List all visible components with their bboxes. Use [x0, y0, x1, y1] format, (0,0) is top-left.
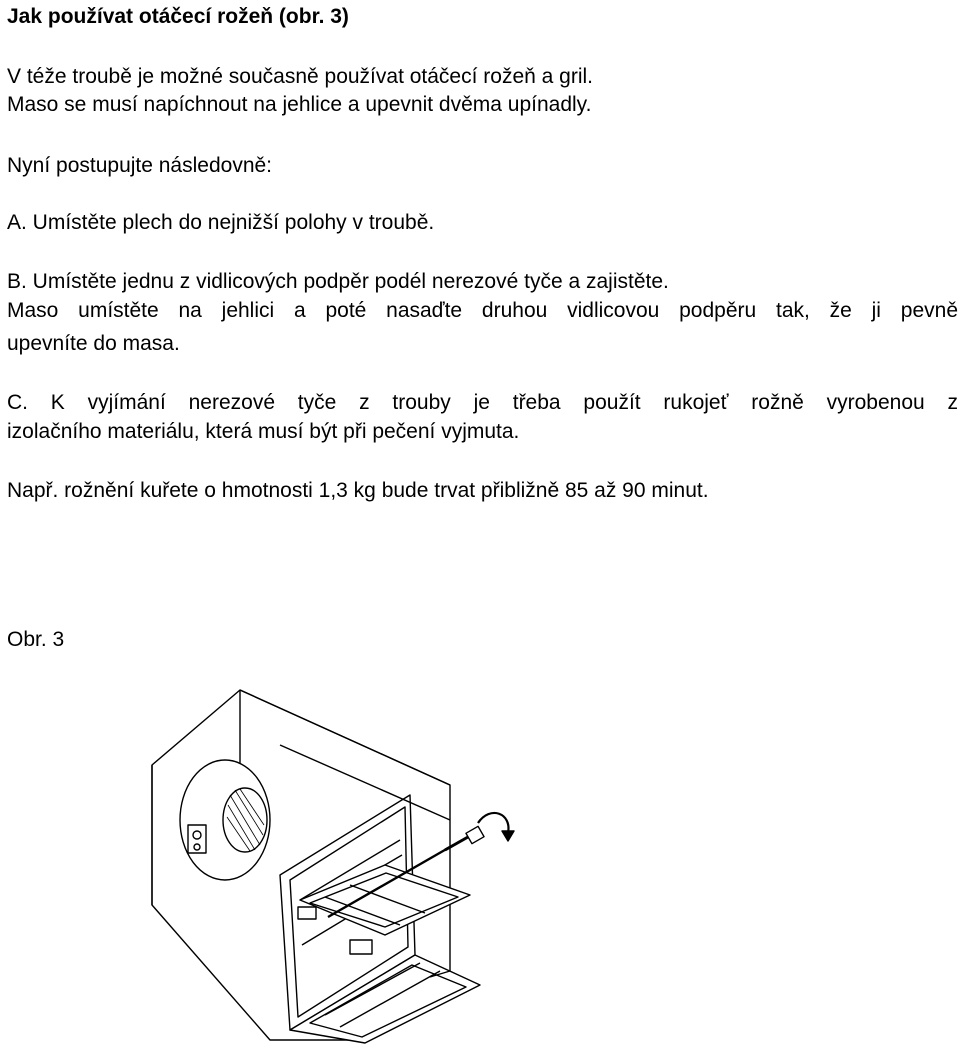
step-b-line-1: B. Umístěte jednu z vidlicových podpěr podél nerezové tyče a zajistěte. [7, 270, 669, 293]
intro-line-2: Maso se musí napíchnout na jehlice a upevnit dvěma upínadly. [7, 93, 592, 116]
step-b-line-3: upevníte do masa. [7, 332, 180, 355]
intro-line-1: V téže troubě je možné současně používat otáčecí rožeň a gril. [7, 65, 594, 88]
step-c-line-1: C. K vyjímání nerezové tyče z trouby je třeba použít rukojeť rožně vyrobenou z [7, 391, 958, 414]
step-c-line-2: izolačního materiálu, která musí být při pečení vyjmuta. [7, 420, 520, 443]
page-title: Jak používat otáčecí rožeň (obr. 3) [7, 5, 349, 28]
figure-caption: Obr. 3 [7, 628, 65, 651]
oven-rotisserie-illustration-icon [150, 685, 530, 1045]
step-a: A. Umístěte plech do nejnižší polohy v troubě. [7, 211, 435, 234]
step-b-line-2: Maso umístěte na jehlici a poté nasaďte druhou vidlicovou podpěru tak, že ji pevně [7, 299, 958, 322]
example-note: Např. rožnění kuřete o hmotnosti 1,3 kg bude trvat přibližně 85 až 90 minut. [7, 479, 709, 502]
procedure-intro: Nyní postupujte následovně: [7, 154, 273, 177]
